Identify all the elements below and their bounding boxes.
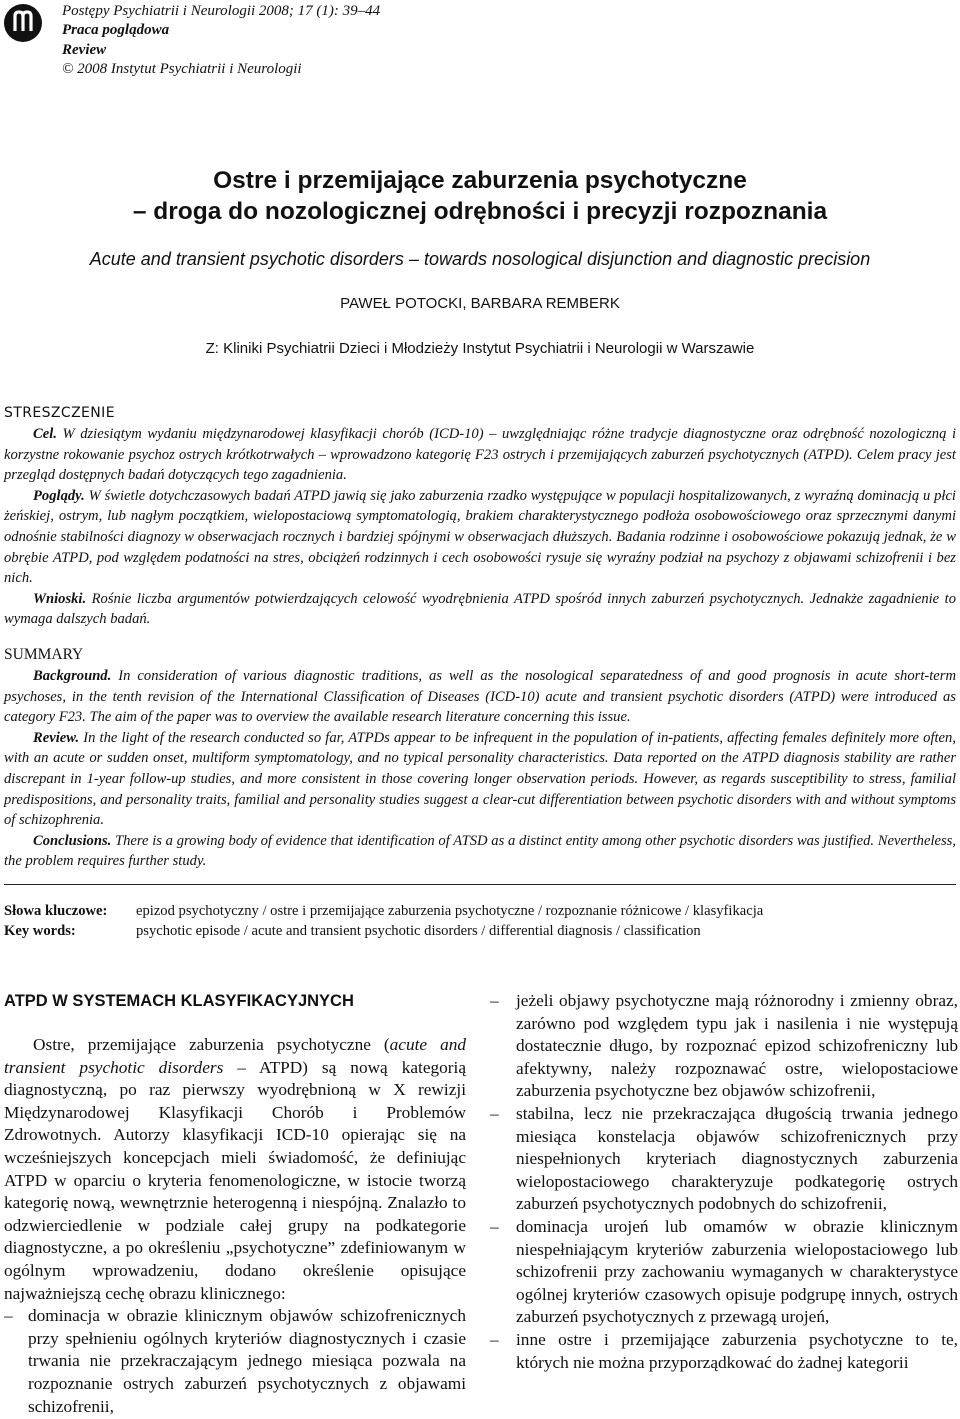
- p1-part-a: Ostre, przemijające zaburzenia psychotyczne (: [33, 1035, 390, 1054]
- keywords-en-text: psychotic episode / acute and transient psychotic disorders / differential diagnosis / classification: [136, 923, 701, 939]
- text-poglady: W świetle dotychczasowych badań ATPD jawią się jako zaburzenia rzadko występujące w populacji hospitalizowanych, z wyraźną dominacją u płci żeńskiej, ostrym, lub nagłym początkiem, wielopostaciową symptomatologią, brakiem charakterystycznego podłoża osobowościowego oraz sprzecznymi danymi odnośnie stabilności diagnozy w obserwacjach rocznych i bardziej spójnymi w obserwacjach dłuższych. Badania rodzinne i osobowościowe pokazują jednak, że w obrębie ATPD, pod względem podatności na stres, obciążeń rodzinnych i cech osobowości rysuje się wyraźny podział na psychozy z objawami schizofrenii i bez nich.: [4, 487, 956, 587]
- article-type-pl: Praca poglądowa: [62, 22, 170, 39]
- text-review: In the light of the research conducted so far, ATPDs appear to be infrequent in the population of in-patients, affecting females definitely more often, with an acute or sudden onset, multiform symptomatology, and no typical personality characteristics. Data reported on the ATPD diagnosis stability are rather discrepant in 1-year follow-up studies, and more consistent in those covering longer observation periods. However, as regards susceptibility to stress, familial predispositions, and personality traits, familial and personality studies suggest a clear-cut differentiation between psychotic disorders with and without symptoms of schizophrenia.: [4, 729, 956, 829]
- body-left-column: [4, 990, 466, 1418]
- abstract-pl-heading: STRESZCZENIE: [4, 405, 115, 421]
- right-list: [490, 990, 958, 1374]
- p1-part-b: – ATPD) są nową kategorią diagnostyczną, po raz pierwszy wyodrębnioną w X rewizji Międzynarodowej Klasyfikacji Chorób i Problemów Zdrowotnych. Autorzy klasyfikacji ICD-10 opierając się na wcześniejszych koncepcjach mieli świadomość, że definiując ATPD w oparciu o kryteria fenomenologiczne, w istocie tworzą kategorię nową, wewnętrznie heterogenną i niespójną. Znalazło to odzwierciedlenie w podziale całej grupy na podkategorie diagnostyczne, a po określeniu „psychotyczne” zdefiniowanym w ogólnym wprowadzeniu, dodano określenie opisujące najważniejszą cechę obrazu klinicznego:: [4, 1057, 467, 1303]
- keywords-pl-row: [4, 901, 763, 921]
- text-wnioski: Rośnie liczba argumentów potwierdzających celowość wyodrębnienia ATPD spośród innych zaburzeń psychotycznych. Jednakże zagadnienie to wymaga dalszych badań.: [4, 590, 956, 628]
- keywords: [4, 901, 763, 941]
- keywords-pl-label: Słowa kluczowe:: [4, 903, 108, 919]
- divider: [4, 884, 956, 885]
- text-background: In consideration of various diagnostic traditions, as well as the nosological separatedness of and good prognosis in acute short-term psychoses, in the tenth revision of the International Classification of Diseases (ICD-10) acute and transient psychotic disorders (ATPD) were introduced as category F23. The aim of the paper was to overview the available research literature concerning this issue.: [4, 668, 956, 726]
- affiliation: Z: Kliniki Psychiatrii Dzieci i Młodzieży Instytut Psychiatrii i Neurologii w Warszawie: [205, 340, 755, 357]
- abstract-pl-cel: [4, 424, 956, 486]
- body-right-column: [490, 990, 958, 1374]
- authors: PAWEŁ POTOCKI, BARBARA REMBERK: [340, 295, 620, 312]
- left-list: [4, 1305, 466, 1418]
- keywords-en-row: [4, 921, 763, 941]
- abstract-pl-wnioski: [4, 589, 956, 630]
- journal-citation: Postępy Psychiatrii i Neurologii 2008; 17 (1): 39–44: [62, 3, 381, 19]
- title-en: Acute and transient psychotic disorders – towards nosological disjunction and diagnostic precision: [89, 249, 871, 269]
- p1-italic: acute and transient psychotic disorders: [4, 1035, 466, 1077]
- label-conclusions: Conclusions.: [33, 832, 112, 849]
- abstract-en-background: [4, 666, 956, 728]
- list-item: – stabilna, lecz nie przekraczająca długością trwania jednego miesiąca konstelacja objawów schizofrenicznych przy niespełnionych kryteriach diagnostycznych zaburzenia wielopostaciowego charakteryzuje podkategorię ostrych zaburzeń psychotycznych podobnych do schizofrenii,: [490, 1103, 958, 1216]
- abstract-en-review: [4, 728, 956, 831]
- body-paragraph: [4, 1034, 466, 1305]
- keywords-en-label: Key words:: [4, 923, 76, 939]
- label-cel: Cel.: [33, 426, 57, 442]
- list-item: – dominacja w obrazie klinicznym objawów schizofrenicznych przy spełnieniu ogólnych kryteriów diagnostycznych i czasie trwania nie przekraczającym jednego miesiąca pozwala na rozpoznanie ostrych zaburzeń psychotycznych z objawami schizofrenii,: [4, 1305, 466, 1418]
- label-background: Background.: [33, 668, 112, 684]
- journal-header: [62, 2, 380, 80]
- title-pl-line1: Ostre i przemijające zaburzenia psychotyczne: [213, 167, 747, 194]
- abstract-pl: [4, 424, 956, 630]
- journal-logo-icon: [3, 3, 43, 43]
- article-type-en: Review: [62, 41, 107, 58]
- list-item: – dominacja urojeń lub omamów w obrazie klinicznym niespełniającym kryteriów zaburzenia wielopostaciowego lub schizofrenii przy zachowaniu wymaganych w charakterystyce ogólnej kryteriów czasowych opisuje podgrupę innych, ostrych zaburzeń psychotycznych z przewagą urojeń,: [490, 1216, 958, 1329]
- section-heading: ATPD W SYSTEMACH KLASYFIKACYJNYCH: [4, 992, 354, 1010]
- abstract-en: [4, 666, 956, 872]
- text-cel: W dziesiątym wydaniu międzynarodowej klasyfikacji chorób (ICD-10) – uwzględniając różne tradycje diagnostyczne oraz odrębność nozologiczną i korzystne rokowanie psychoz ostrych krótkotrwałych – wprowadzono kategorię F23 ostrych i przemijających zaburzeń psychotycznych (ATPD). Celem pracy jest przegląd dostępnych badań dotyczących tego zagadnienia.: [4, 426, 956, 484]
- list-item: – inne ostre i przemijające zaburzenia psychotyczne to te, których nie można przyporządkować do żadnej kategorii: [490, 1329, 958, 1374]
- list-item: – jeżeli objawy psychotyczne mają różnorodny i zmienny obraz, zarówno pod względem typu jak i nasilenia i nie występują dostatecznie długo, by rozpoznać epizod schizofreniczny lub afektywny, należy rozpoznawać ostre, wielopostaciowe zaburzenia psychotyczne bez objawów schizofrenii,: [490, 990, 958, 1103]
- text-conclusions: There is a growing body of evidence that identification of ATSD as a distinct entity among other psychotic disorders was justified. Nevertheless, the problem requires further study.: [4, 832, 956, 870]
- copyright: © 2008 Instytut Psychiatrii i Neurologii: [62, 61, 302, 78]
- label-poglady: Poglądy.: [33, 487, 85, 504]
- abstract-en-heading: SUMMARY: [4, 646, 84, 663]
- keywords-pl-text: epizod psychotyczny / ostre i przemijające zaburzenia psychotyczne / rozpoznanie różnicowe / klasyfikacja: [136, 903, 764, 919]
- title-pl-line2: – droga do nozologicznej odrębności i precyzji rozpoznania: [132, 198, 828, 225]
- label-wnioski: Wnioski.: [33, 590, 87, 607]
- label-review: Review.: [33, 729, 80, 746]
- abstract-pl-poglady: [4, 486, 956, 589]
- abstract-en-conclusions: [4, 831, 956, 872]
